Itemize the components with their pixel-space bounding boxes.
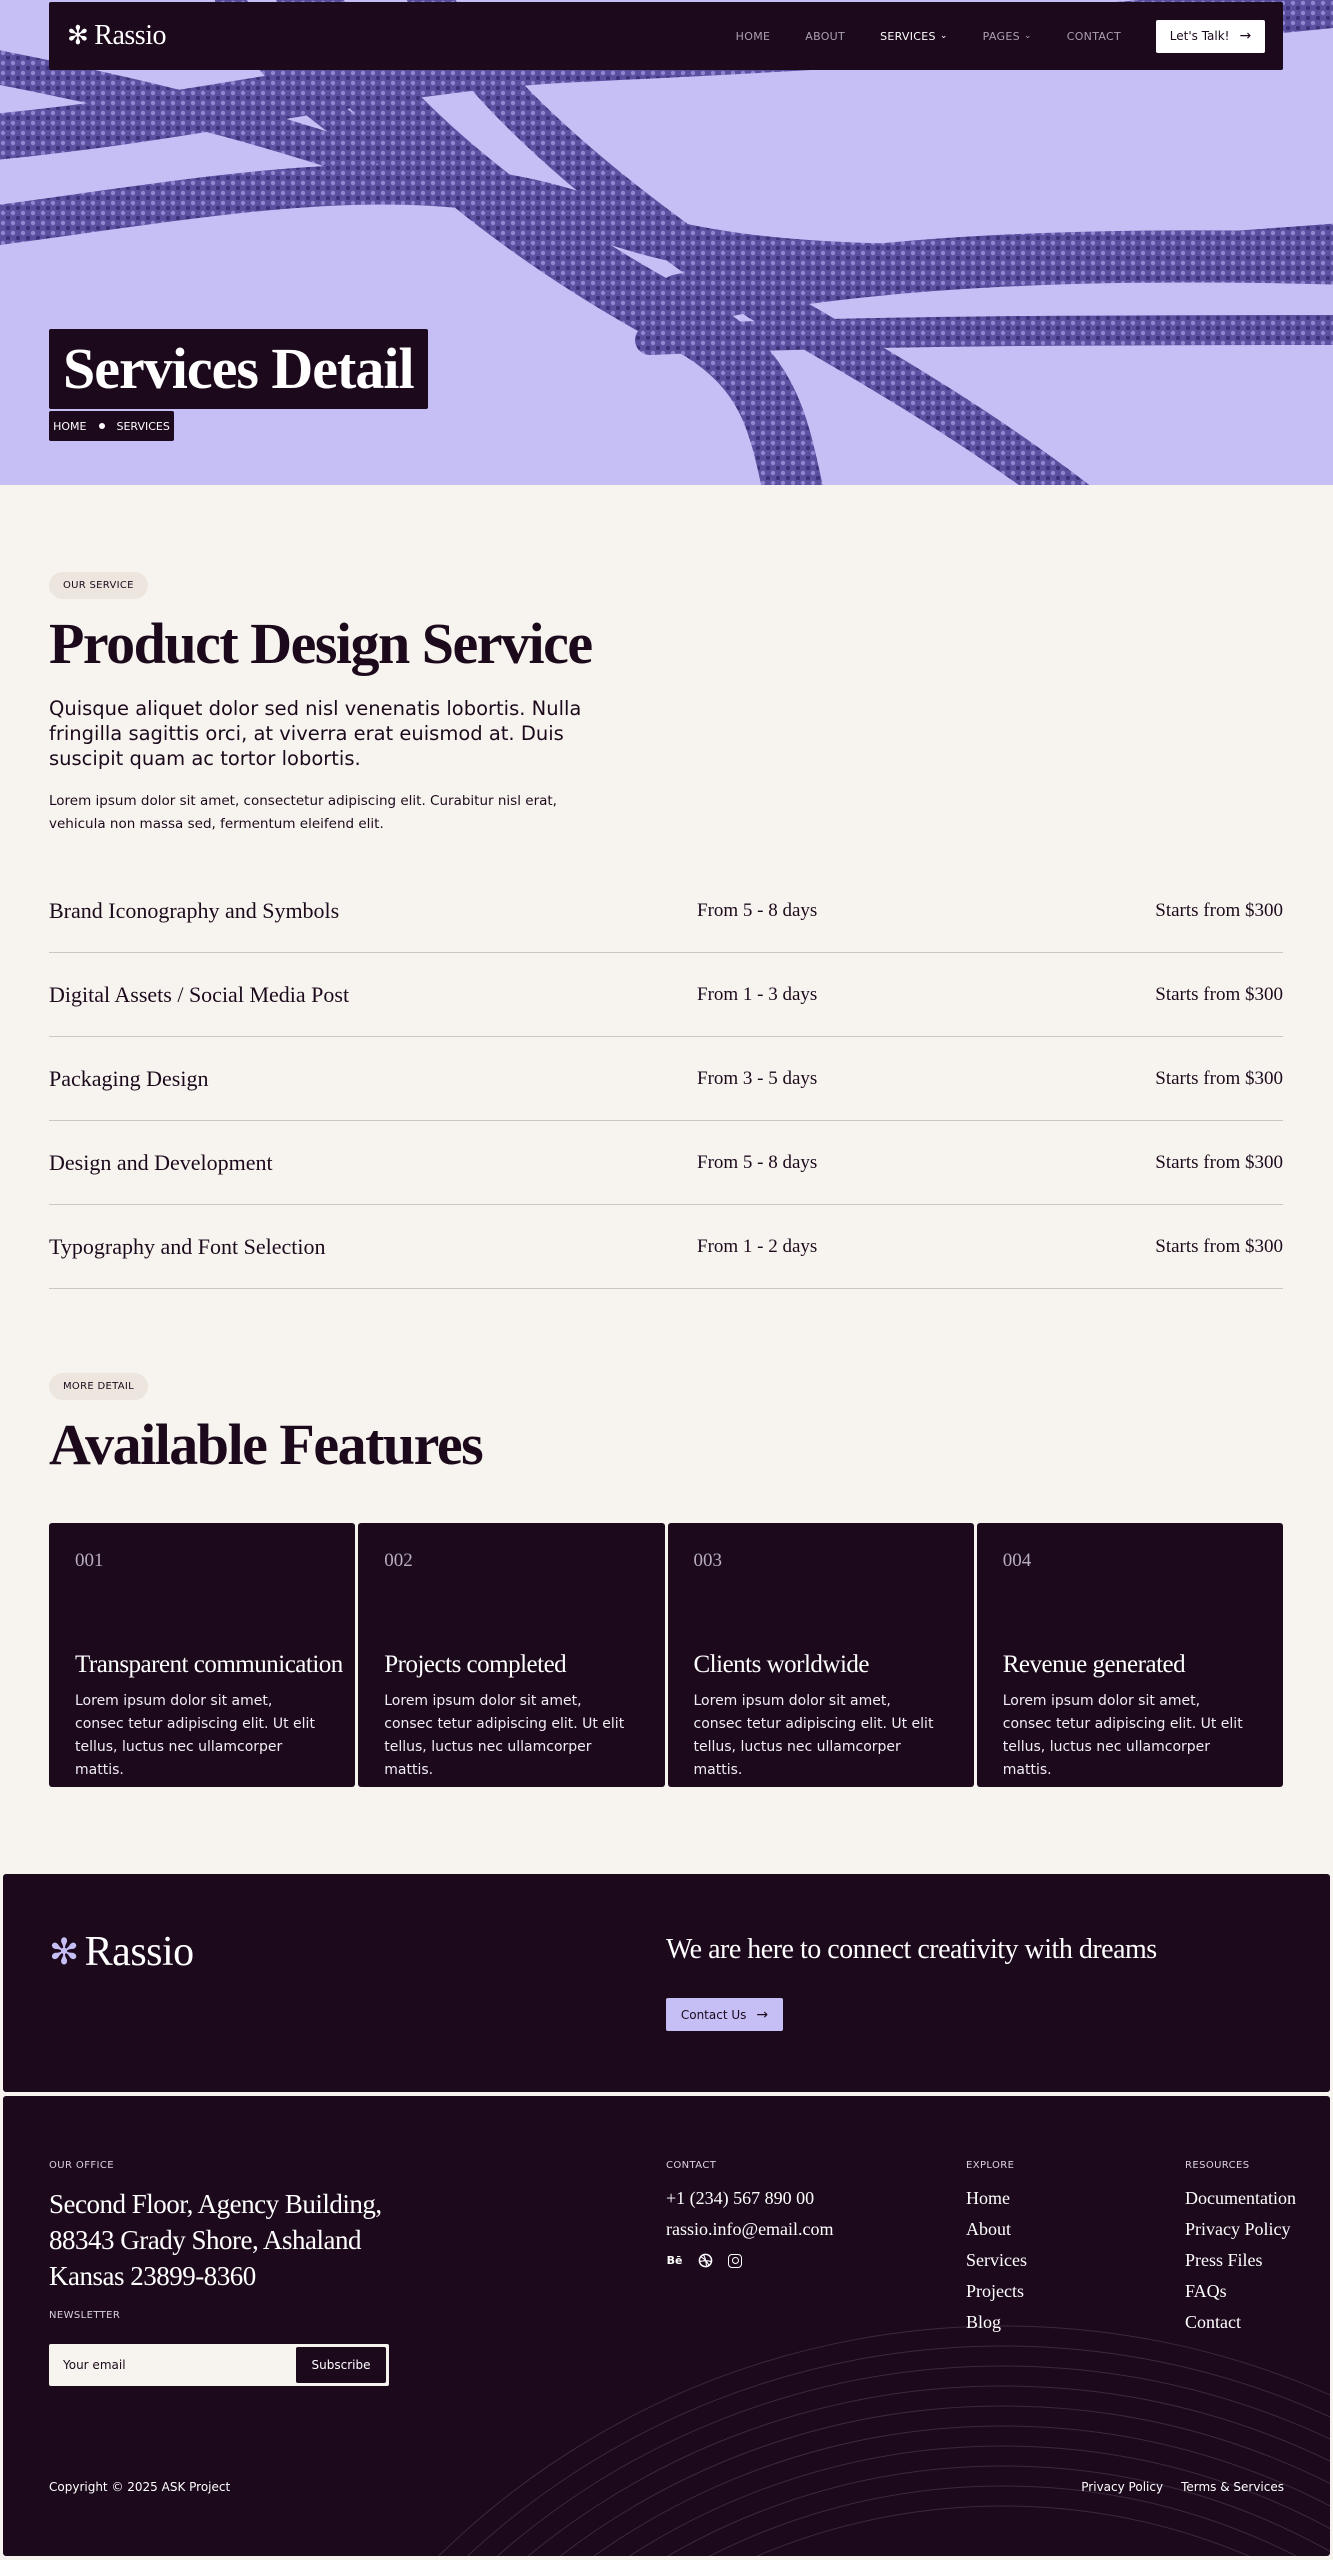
contact-label: CONTACT	[666, 2160, 717, 2171]
footer-link-faqs[interactable]: FAQs	[1185, 2281, 1227, 2301]
breadcrumb	[49, 411, 174, 441]
chevron-down-icon: ⌄	[939, 31, 948, 41]
newsletter-form	[49, 2344, 389, 2386]
subscribe-button[interactable]: Subscribe	[296, 2347, 386, 2383]
footer-link-projects[interactable]: Projects	[966, 2281, 1024, 2301]
social-links	[666, 2252, 742, 2269]
nav-about[interactable]: ABOUT	[805, 29, 846, 43]
office-label: OUR OFFICE	[49, 2160, 114, 2171]
phone-link[interactable]: +1 (234) 567 890 00	[666, 2188, 815, 2208]
brand-name: Rassio	[84, 1929, 194, 1975]
dribbble-icon[interactable]	[697, 2252, 714, 2269]
terms-link[interactable]: Terms & Services	[1181, 2480, 1284, 2494]
arrow-right-icon: →	[756, 2006, 769, 2023]
privacy-policy-link[interactable]: Privacy Policy	[1081, 2480, 1164, 2494]
breadcrumb-current: SERVICES	[116, 419, 170, 433]
email-link[interactable]: rassio.info@email.com	[666, 2219, 834, 2239]
breadcrumb-separator	[99, 423, 105, 429]
resources-links	[1185, 2183, 1296, 2338]
page-title: Services Detail	[49, 329, 428, 409]
feature-card: 004 Revenue generated Lorem ipsum dolor sit amet, consec tetur adipiscing elit. Ut elit tellus, luctus nec ullamcorper mattis.	[977, 1523, 1283, 1787]
service-title: Product Design Service	[49, 611, 592, 676]
breadcrumb-home[interactable]: HOME	[53, 419, 87, 433]
copyright: Copyright © 2025 ASK Project	[49, 2480, 231, 2494]
cta-tagline: We are here to connect creativity with dreams	[666, 1934, 1157, 1965]
footer-brand-logo[interactable]	[49, 1928, 194, 1976]
service-row[interactable]: Design and Development From 5 - 8 days Starts from $300	[49, 1121, 1283, 1205]
service-body: Lorem ipsum dolor sit amet, consectetur adipiscing elit. Curabitur nisl erat, vehicula non massa sed, fermentum eleifend elit.	[49, 793, 557, 832]
nav-pages[interactable]: PAGES ⌄	[982, 29, 1032, 43]
contact-us-button[interactable]: Contact Us →	[666, 1998, 783, 2031]
arrow-right-icon: →	[1239, 28, 1252, 44]
features-title: Available Features	[49, 1412, 483, 1477]
email-input[interactable]	[51, 2358, 296, 2372]
feature-card: 002 Projects completed Lorem ipsum dolor sit amet, consec tetur adipiscing elit. Ut elit tellus, luctus nec ullamcorper mattis.	[358, 1523, 664, 1787]
behance-icon[interactable]: Bē	[666, 2254, 683, 2267]
nav-services[interactable]: SERVICES ⌄	[880, 29, 948, 43]
service-row[interactable]: Digital Assets / Social Media Post From 1 - 3 days Starts from $300	[49, 953, 1283, 1037]
asterisk-flower-icon: ✻	[67, 21, 89, 51]
twisted-ropes-illustration	[0, 0, 1333, 485]
footer-link-contact[interactable]: Contact	[1185, 2312, 1241, 2332]
service-row[interactable]: Typography and Font Selection From 1 - 2 days Starts from $300	[49, 1205, 1283, 1289]
nav-home[interactable]: HOME	[735, 29, 771, 43]
asterisk-flower-icon: ✻	[49, 1931, 79, 1973]
nav-contact[interactable]: CONTACT	[1066, 29, 1121, 43]
service-row[interactable]: Packaging Design From 3 - 5 days Starts from $300	[49, 1037, 1283, 1121]
service-list	[49, 869, 1283, 1289]
brand-logo[interactable]	[67, 20, 166, 52]
top-navbar	[49, 2, 1283, 70]
feature-card: 003 Clients worldwide Lorem ipsum dolor sit amet, consec tetur adipiscing elit. Ut elit tellus, luctus nec ullamcorper mattis.	[668, 1523, 974, 1787]
newsletter-label: NEWSLETTER	[49, 2310, 121, 2321]
footer-link-blog[interactable]: Blog	[966, 2312, 1002, 2332]
instagram-icon[interactable]	[728, 2254, 742, 2268]
contact-details	[666, 2183, 834, 2245]
footer-link-documentation[interactable]: Documentation	[1185, 2188, 1296, 2208]
our-service-tag: OUR SERVICE	[49, 572, 148, 599]
explore-label: EXPLORE	[966, 2160, 1015, 2171]
hero-section	[0, 0, 1333, 485]
footer-link-about[interactable]: About	[966, 2219, 1011, 2239]
nav-links	[701, 20, 1265, 53]
footer-link-privacy[interactable]: Privacy Policy	[1185, 2219, 1291, 2239]
service-row[interactable]: Brand Iconography and Symbols From 5 - 8 days Starts from $300	[49, 869, 1283, 953]
explore-links	[966, 2183, 1027, 2338]
footer-link-press[interactable]: Press Files	[1185, 2250, 1263, 2270]
office-address: Second Floor, Agency Building, 88343 Grady Shore, Ashaland Kansas 23899-8360	[49, 2189, 382, 2291]
service-lead: Quisque aliquet dolor sed nisl venenatis lobortis. Nulla fringilla sagittis orci, at viverra erat euismod at. Duis suscipit quam ac tortor lobortis.	[49, 697, 582, 770]
legal-links	[1081, 2480, 1284, 2494]
lets-talk-button[interactable]: Let's Talk! →	[1156, 20, 1265, 53]
footer-link-home[interactable]: Home	[966, 2188, 1010, 2208]
resources-label: RESOURCES	[1185, 2160, 1250, 2171]
chevron-down-icon: ⌄	[1023, 31, 1032, 41]
feature-cards	[49, 1523, 1283, 1787]
footer-link-services[interactable]: Services	[966, 2250, 1027, 2270]
site-footer	[3, 2096, 1330, 2556]
more-detail-tag: MORE DETAIL	[49, 1373, 148, 1400]
brand-name: Rassio	[94, 20, 166, 51]
feature-card: 001 Transparent communication Lorem ipsum dolor sit amet, consec tetur adipiscing elit. Ut elit tellus, luctus nec ullamcorper mattis.	[49, 1523, 355, 1787]
cta-section	[3, 1874, 1330, 2092]
